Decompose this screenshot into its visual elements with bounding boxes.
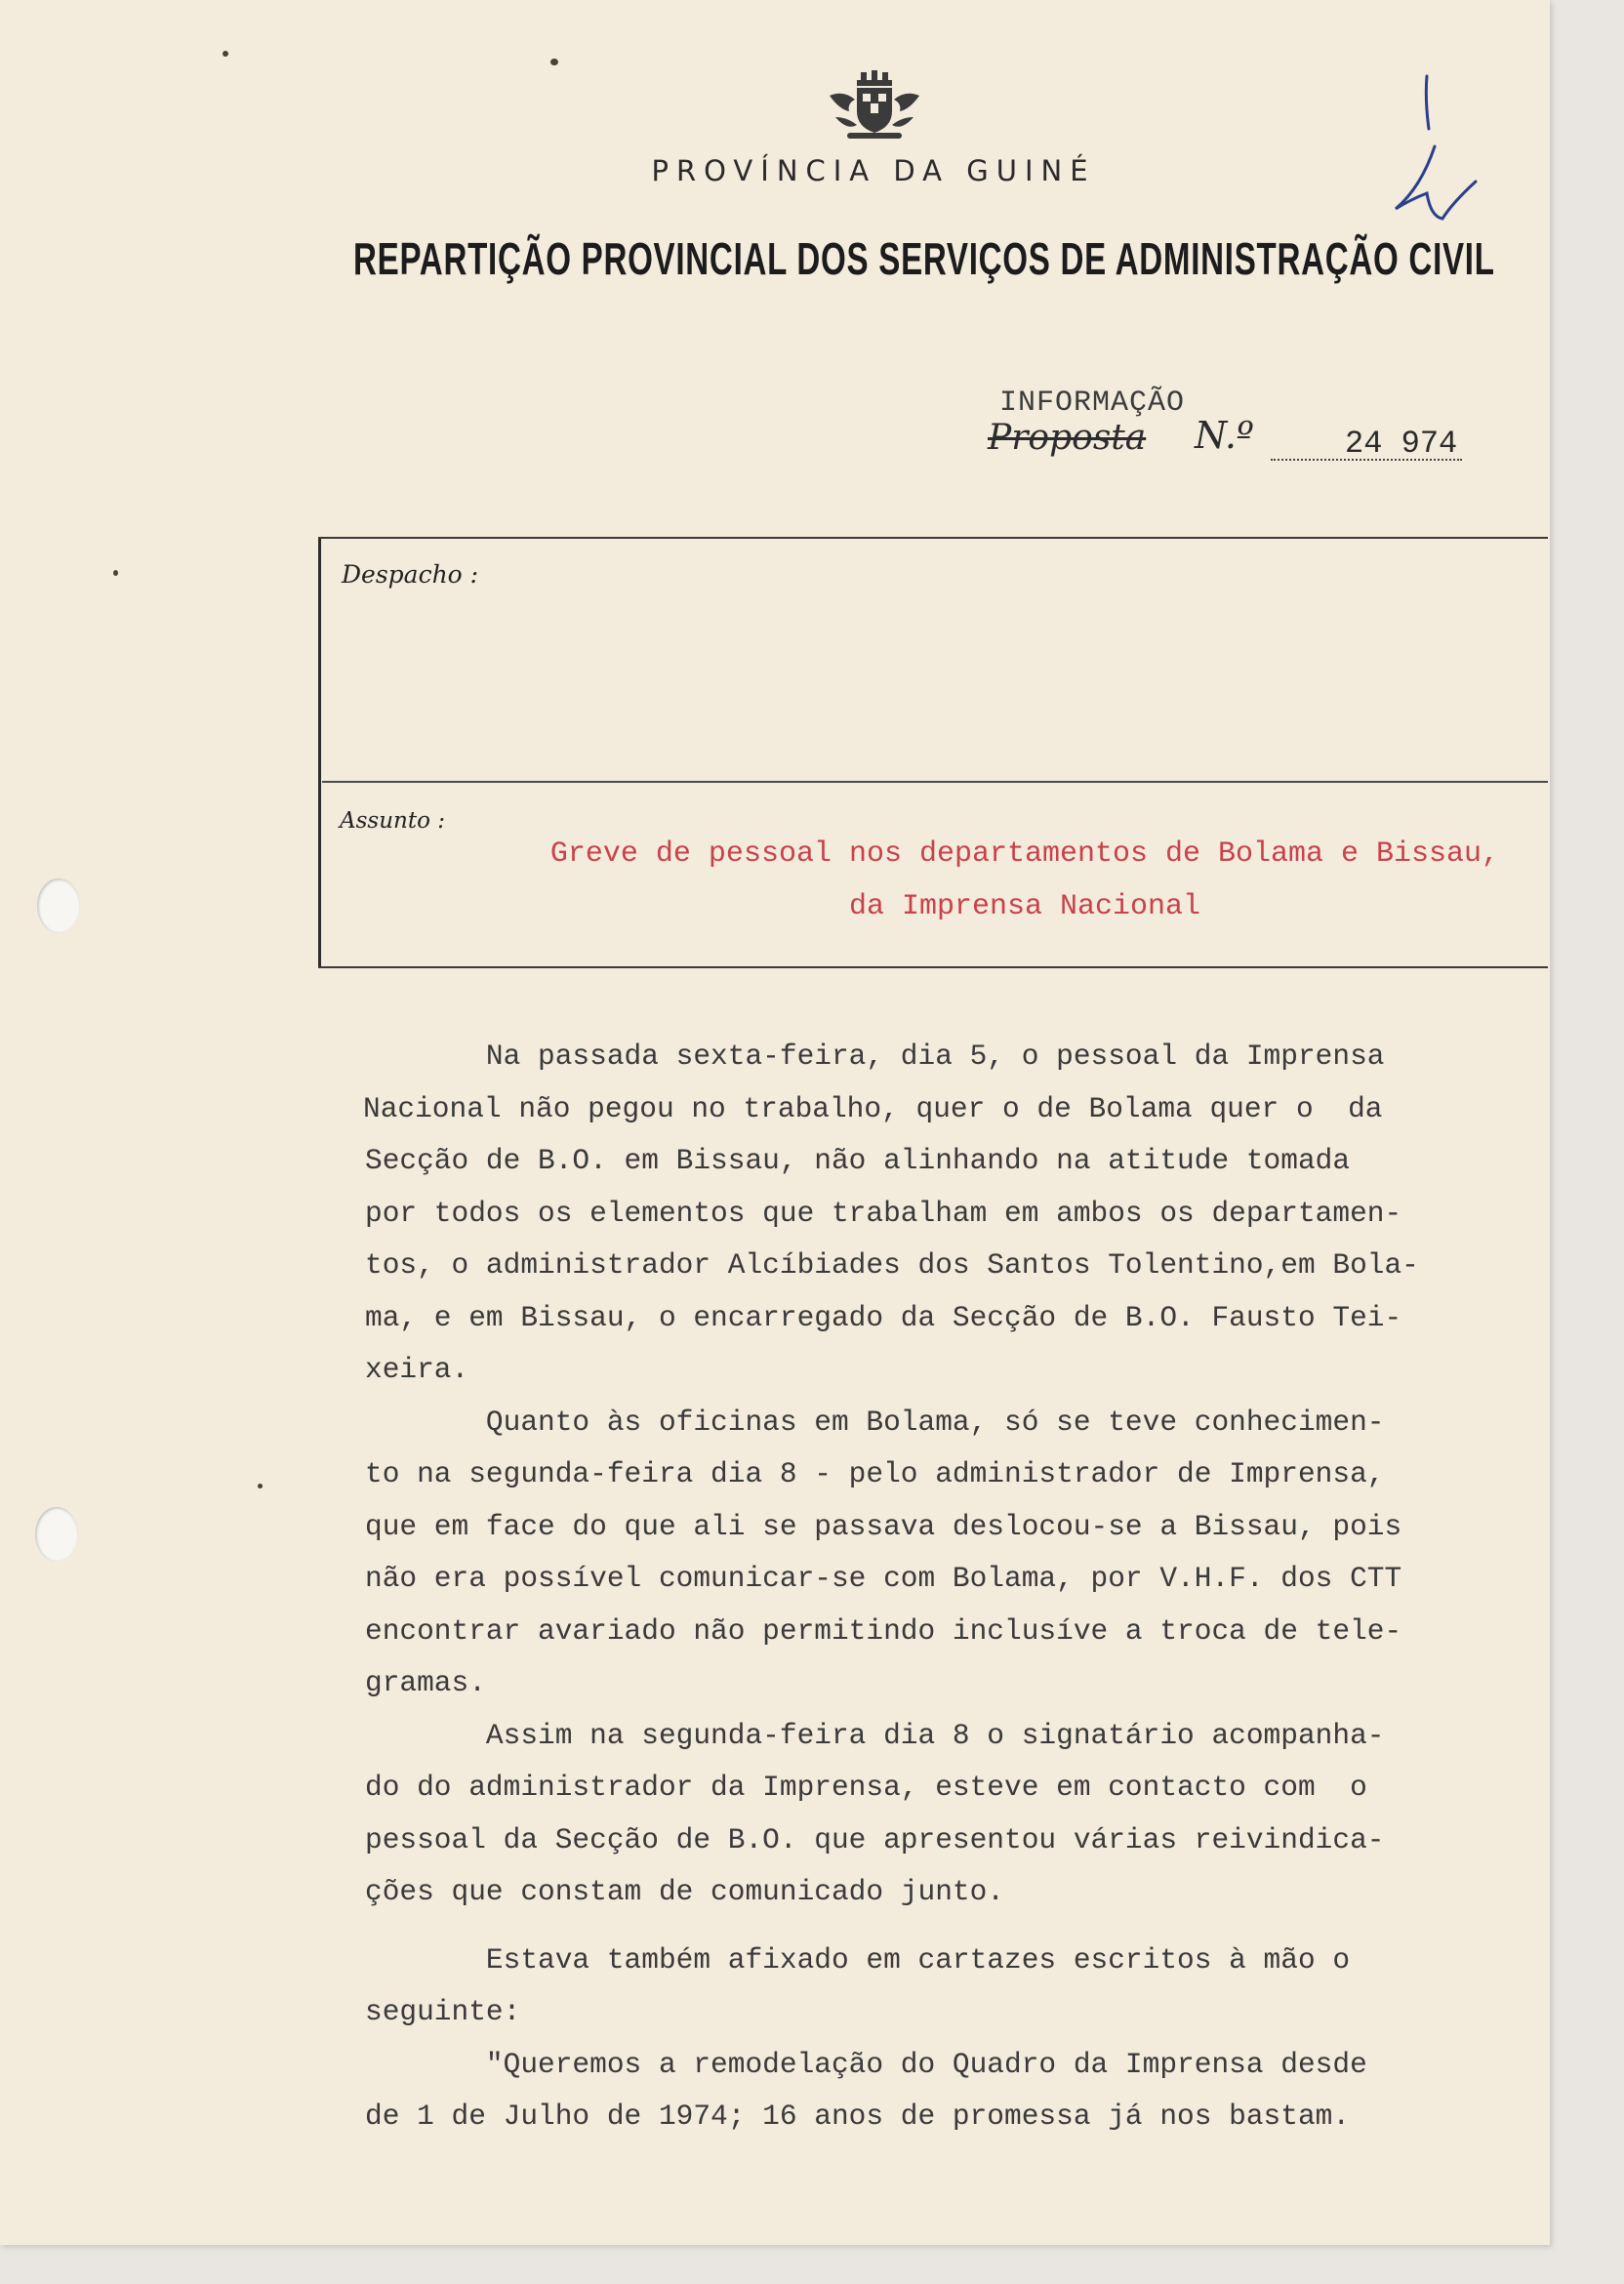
paper-speck — [550, 59, 558, 65]
body-line: Quanto às oficinas em Bolama, só se teve conhecimen- — [365, 1405, 1385, 1439]
body-line: seguinte: — [365, 1995, 521, 2028]
handwritten-mark — [1382, 70, 1489, 236]
paper-speck — [258, 1484, 263, 1489]
body-line: pessoal da Secção de B.O. que apresentou várias reivindica- — [365, 1822, 1385, 1856]
reference-number: 24 974 — [1345, 426, 1458, 462]
body-line: xeira. — [365, 1353, 469, 1386]
form-box-top-rule — [318, 537, 1548, 539]
province-heading: PROVÍNCIA DA GUINÉ — [651, 154, 1096, 187]
body-line: Na passada sexta-feira, dia 5, o pessoal da Imprensa — [365, 1040, 1385, 1073]
department-heading: REPARTIÇÃO PROVINCIAL DOS SERVIÇOS DE ADMINISTRAÇÃO CIVIL — [353, 233, 1495, 284]
proposta-label-struck: Proposta — [988, 418, 1147, 458]
information-stamp: INFORMAÇÃO — [999, 387, 1186, 420]
body-line: tos, o administrador Alcíbiades dos Santos Tolentino,em Bola- — [365, 1248, 1419, 1282]
paper-speck — [223, 51, 228, 57]
punch-hole — [35, 1507, 78, 1562]
form-box-left-rule — [318, 539, 321, 968]
assunto-label: Assunto : — [340, 808, 445, 834]
subject-text — [488, 828, 1562, 933]
paper-speck — [113, 570, 118, 576]
body-line: encontrar avariado não permitindo inclusíve a troca de tele- — [365, 1613, 1402, 1648]
subject-line: da Imprensa Nacional — [848, 890, 1201, 923]
body-line: do do administrador da Imprensa, esteve em contacto com o — [365, 1771, 1367, 1804]
coat-of-arms-icon — [828, 70, 921, 144]
letter-body — [365, 1031, 1526, 2143]
body-line: Estava também afixado em cartazes escritos à mão o — [365, 1942, 1351, 1977]
punch-hole — [37, 878, 80, 933]
body-line: gramas. — [365, 1666, 486, 1699]
body-line: de 1 de Julho de 1974; 16 anos de promessa já nos bastam. — [365, 2100, 1351, 2133]
number-label: N.º — [1195, 414, 1254, 457]
body-line: não era possível comunicar-se com Bolama, por V.H.F. dos CTT — [365, 1562, 1402, 1595]
form-box-divider — [322, 781, 1548, 783]
form-box-bottom-rule — [318, 966, 1548, 968]
body-line: por todos os elementos que trabalham em ambos os departamen- — [365, 1196, 1402, 1230]
body-line: "Queremos a remodelação do Quadro da Imprensa desde — [365, 2047, 1367, 2081]
despacho-label: Despacho : — [342, 560, 479, 589]
body-line: to na segunda-feira dia 8 - pelo administrador de Imprensa, — [365, 1457, 1385, 1490]
subject-line: Greve de pessoal nos departamentos de Bolama e Bissau, — [549, 837, 1500, 871]
body-line: Secção de B.O. em Bissau, não alinhando na atitude tomada — [365, 1144, 1351, 1177]
body-line: ções que constam de comunicado junto. — [365, 1875, 1005, 1908]
body-line: que em face do que ali se passava deslocou-se a Bissau, pois — [365, 1509, 1402, 1543]
body-line: Assim na segunda-feira dia 8 o signatário acompanha- — [365, 1718, 1385, 1752]
body-line: ma, e em Bissau, o encarregado da Secção de B.O. Fausto Tei- — [365, 1300, 1402, 1334]
body-line: Nacional não pegou no trabalho, quer o de Bolama quer o da — [363, 1091, 1383, 1125]
